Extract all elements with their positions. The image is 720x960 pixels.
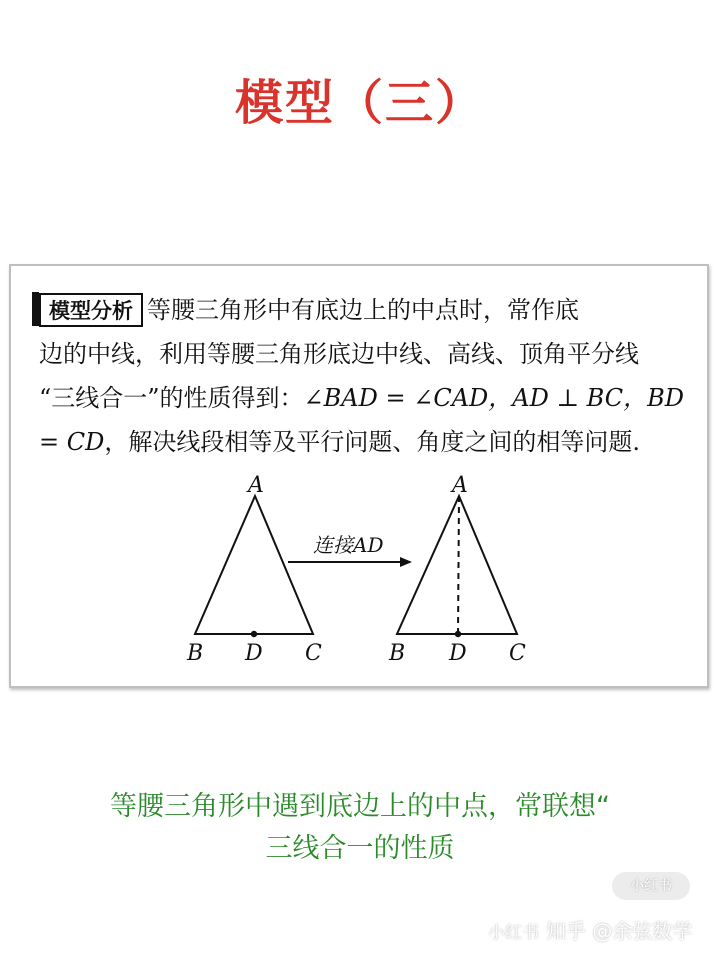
connect-ad-label: 连接AD xyxy=(313,533,384,557)
left-label-b: B xyxy=(187,641,204,666)
xiaohongshu-watermark-badge: 小红书 xyxy=(612,872,690,900)
right-triangle xyxy=(397,496,517,634)
left-midpoint-dot xyxy=(251,631,257,637)
badge-label: 模型分析 xyxy=(39,293,143,327)
page-title: 模型（三） xyxy=(234,75,485,131)
line-4-text: ，解决线段相等及平行问题、角度之间的相等问题. xyxy=(104,428,640,456)
model-analysis-card xyxy=(9,264,709,688)
line-3-text: “三线合一”的性质得到： xyxy=(39,384,304,412)
line-1-text: 等腰三角形中有底边上的中点时，常作底 xyxy=(147,296,579,324)
right-label-d: D xyxy=(449,641,467,666)
analysis-line-2: 边的中线，利用等腰三角形底边中线、高线、顶角平分线 xyxy=(39,340,639,368)
left-triangle xyxy=(195,496,313,634)
left-label-a: A xyxy=(248,473,264,498)
line-3-math: ∠BAD = ∠CAD，AD ⊥ BC，BD xyxy=(303,384,685,412)
right-label-c: C xyxy=(509,641,526,666)
conclusion-caption xyxy=(0,786,720,870)
connect-arrow-icon xyxy=(400,557,412,567)
right-label-a: A xyxy=(452,473,468,498)
caption-line-1: 等腰三角形中遇到底边上的中点，常联想“ xyxy=(110,791,610,822)
caption-line-2: 三线合一的性质 xyxy=(265,833,455,864)
left-label-c: C xyxy=(305,641,322,666)
zhihu-watermark: 知乎 @余弦数学 xyxy=(546,919,693,943)
left-label-d: D xyxy=(245,641,263,666)
triangle-diagram xyxy=(11,266,711,690)
median-ad-dashed xyxy=(458,496,459,634)
xiaohongshu-watermark: 小红书 xyxy=(488,923,539,943)
right-midpoint-dot xyxy=(455,631,461,637)
line-4-math: = CD xyxy=(39,428,105,456)
right-label-b: B xyxy=(389,641,406,666)
